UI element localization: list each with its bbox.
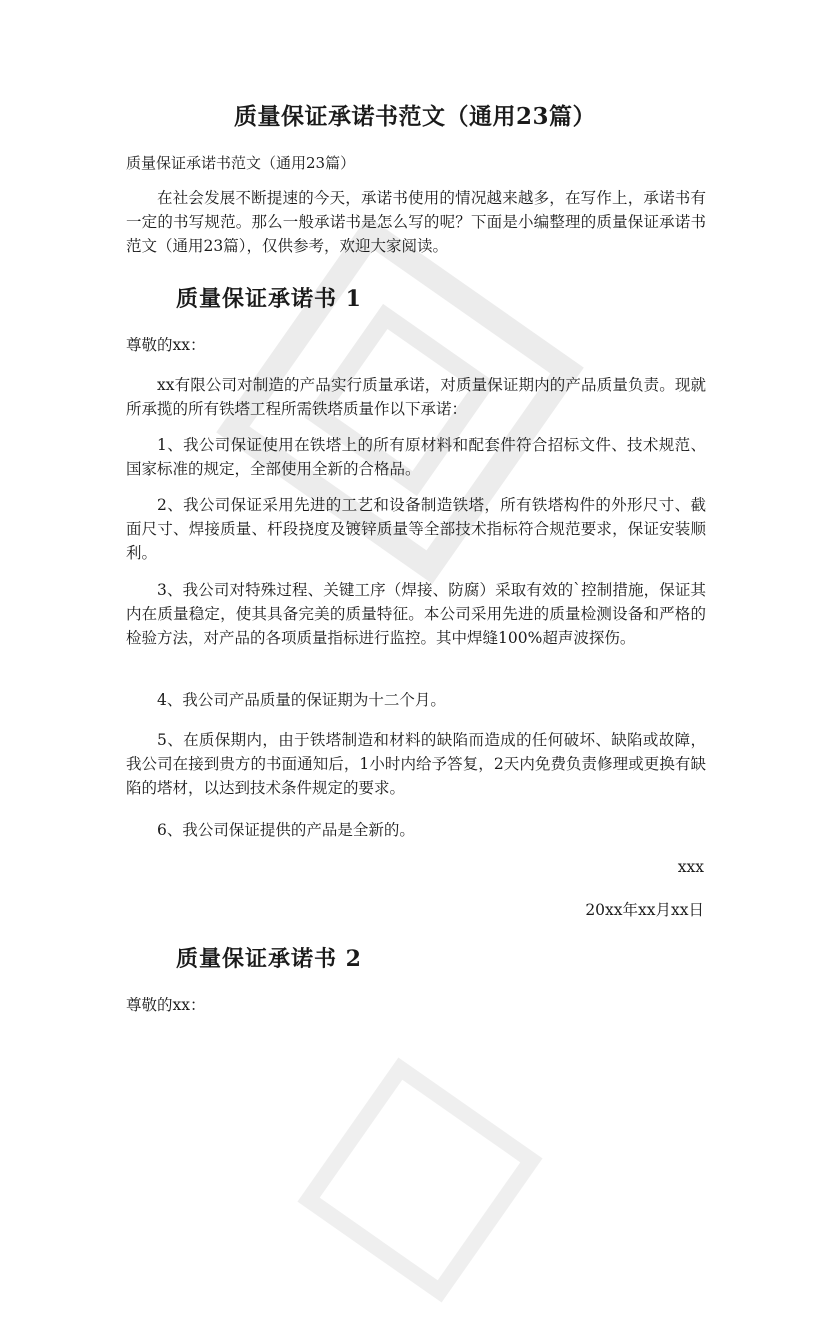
list-item: 1、我公司保证使用在铁塔上的所有原材料和配套件符合招标文件、技术规范、国家标准的规定，全部使用全新的合格品。 — [126, 436, 706, 478]
document-subtitle: 质量保证承诺书范文（通用23篇） — [126, 154, 356, 172]
watermark-icon — [281, 1041, 560, 1319]
signer: xxx — [677, 858, 704, 876]
salutation: 尊敬的xx： — [126, 336, 206, 354]
section-heading-1: 质量保证承诺书 1 — [176, 286, 362, 312]
page-title: 质量保证承诺书范文（通用23篇） — [233, 103, 596, 130]
intro-paragraph: 在社会发展不断提速的今天，承诺书使用的情况越来越多，在写作上，承诺书有一定的书写规范。那么一般承诺书是怎么写的呢？下面是小编整理的质量保证承诺书范文（通用23篇），仅供参考，欢迎大家阅读。 — [126, 189, 706, 255]
list-item: 5、在质保期内，由于铁塔制造和材料的缺陷而造成的任何破坏、缺陷或故障，我公司在接到贵方的书面通知后，1小时内给予答复，2天内免费负责修理或更换有缺陷的塔材，以达到技术条件规定的要求。 — [126, 731, 706, 797]
opening-paragraph: xx有限公司对制造的产品实行质量承诺，对质量保证期内的产品质量负责。现就所承揽的所有铁塔工程所需铁塔质量作以下承诺： — [126, 376, 706, 418]
list-item: 4、我公司产品质量的保证期为十二个月。 — [157, 691, 446, 709]
list-item: 6、我公司保证提供的产品是全新的。 — [157, 821, 415, 839]
list-item: 2、我公司保证采用先进的工艺和设备制造铁塔，所有铁塔构件的外形尺寸、截面尺寸、焊接质量、杆段挠度及镀锌质量等全部技术指标符合规范要求，保证安装顺利。 — [126, 496, 706, 562]
list-item: 3、我公司对特殊过程、关键工序（焊接、防腐）采取有效的`控制措施，保证其内在质量稳定，使其具备完美的质量特征。本公司采用先进的质量检测设备和严格的检验方法，对产品的各项质量指标进行监控。其中焊缝100%超声波探伤。 — [126, 581, 706, 647]
salutation: 尊敬的xx： — [126, 996, 206, 1014]
section-heading-2: 质量保证承诺书 2 — [176, 946, 362, 972]
signature-date: 20xx年xx月xx日 — [585, 901, 704, 919]
